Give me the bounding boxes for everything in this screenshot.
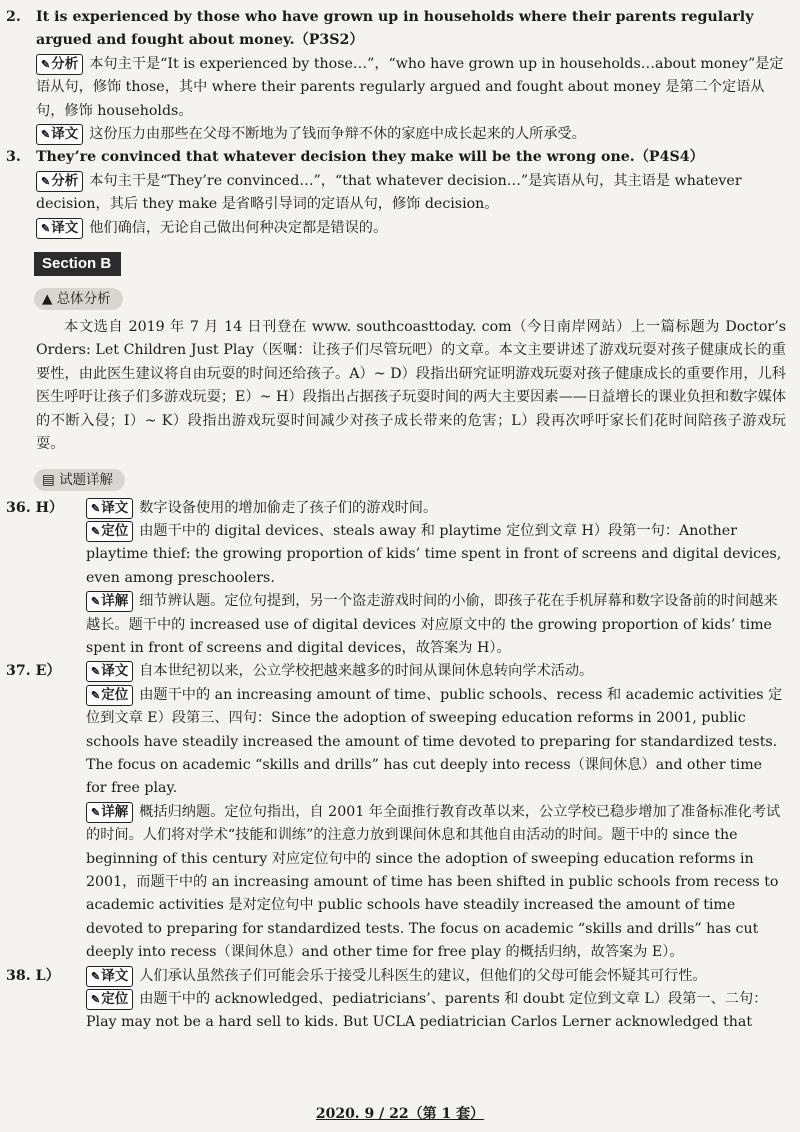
translation-tag: ✎译文: [36, 124, 83, 145]
detail-tag: ✎详解: [86, 802, 133, 823]
translation-block: ✎译文 数字设备使用的增加偷走了孩子们的游戏时间。: [86, 497, 786, 520]
pen-icon: ✎: [91, 524, 101, 538]
translation-tag: ✎译文: [36, 218, 83, 239]
detail-block: ✎详解 概括归纳题。定位句指出，自 2001 年全面推行教育改革以来，公立学校已稳步增加了准备标准化考试的时间。人们将对学术“技能和训练”的注意力放到课间休息和其他自由活动的时间。题干中的 since the beginning of this century 对应定位句中的 since the adoption of sweeping education reforms in 2001，而题干中的 an increasing amount of time has been shifted in public schools from recess to academic activities 是对定位句中 public schools have steadily increased the amount of time devoted to preparing for standardized tests. The focus on academic “skills and drills” has cut deeply into recess（课间休息）and other time for free play 的概括归纳，故答案为 E）。: [86, 803, 781, 961]
translation-tag: ✎译文: [86, 498, 133, 519]
answer-number: 37. E）: [6, 663, 61, 680]
pen-icon: ✎: [91, 665, 101, 679]
translation-block: [36, 123, 786, 146]
pen-icon: ✎: [41, 57, 51, 71]
pen-icon: ✎: [91, 688, 101, 702]
book-icon: ▤: [42, 471, 55, 488]
pen-icon: ✎: [41, 128, 51, 142]
analysis-tag: ✎分析: [36, 54, 83, 75]
overview-label: ▲ 总体分析: [34, 288, 123, 310]
answer-item-38: [6, 965, 786, 1035]
pen-icon: ✎: [91, 501, 101, 515]
overview-paragraph: 本文选自 2019 年 7 月 14 日刊登在 www. southcoasttoday. com（今日南岸网站）上一篇标题为 Doctor’s Orders: Let Children Just Play（医嘱：让孩子们尽管玩吧）的文章。本文主要讲述了游戏玩耍对孩子健康成长的重要性，由此医生建议将自由玩耍的时间还给孩子。A）~ D）段指出研究证明游戏玩耍对孩子健康成长的重要作用，儿科医生呼吁让孩子们多游戏玩耍；E）~ H）段指出占据孩子玩耍时间的两大主要因素——日益增长的课业负担和数字媒体的不断入侵；I）~ K）段指出游戏玩耍时间减少对孩子成长带来的危害；L）段再次呼吁家长们花时间陪孩子游戏玩耍。: [36, 319, 786, 453]
pen-icon: ✎: [91, 805, 101, 819]
page-footer: 2020. 9 / 22（第 1 套）: [315, 1105, 485, 1122]
translation-tag: ✎译文: [86, 661, 133, 682]
item-number: 2.: [6, 9, 21, 25]
item-sentence: It is experienced by those who have grown up in households where their parents regularly argued and fought about money.（P3S2）: [36, 9, 754, 49]
pen-icon: ✎: [91, 595, 101, 609]
answer-number: 38. L）: [6, 967, 60, 984]
translation-text: 他们确信，无论自己做出何种决定都是错误的。: [89, 219, 388, 236]
detail-block: ✎详解 细节辨认题。定位句提到，另一个盗走游戏时间的小偷，即孩子花在手机屏幕和数字设备前的时间越来越长。题干中的 increased use of digital devices 对应原文中的 the growing proportion of kids’ time spent in front of screens and digital devices，故答案为 H）。: [86, 593, 778, 656]
answer-item-36: [6, 497, 786, 661]
locate-tag: ✎定位: [86, 685, 133, 706]
translation-tag: ✎译文: [86, 966, 133, 987]
analysis-text: 本句主干是“They’re convinced…”，“that whatever decision…”是宾语从句，其主语是 whatever decision，其后 they make 是省略引导词的定语从句，修饰 decision。: [36, 172, 742, 213]
translation-block: ✎译文 人们承认虽然孩子们可能会乐于接受儿科医生的建议，但他们的父母可能会怀疑其可行性。: [86, 965, 786, 988]
detail-label: ▤ 试题详解: [34, 469, 125, 491]
locate-block: ✎定位 由题干中的 acknowledged、pediatricians’、parents 和 doubt 定位到文章 L）段第一、二句：Play may not be a hard sell to kids. But UCLA pediatrician Carlos Lerner acknowledged that: [86, 991, 768, 1031]
pen-icon: ✎: [91, 969, 101, 983]
analysis-block: [36, 53, 786, 123]
answer-item-37: [6, 660, 786, 964]
translation-block: ✎译文 自本世纪初以来，公立学校把越来越多的时间从课间休息转向学术活动。: [86, 660, 786, 683]
translation-text: 这份压力由那些在父母不断地为了钱而争辩不休的家庭中成长起来的人所承受。: [89, 126, 586, 143]
item-number: 3.: [6, 149, 21, 166]
locate-tag: ✎定位: [86, 989, 133, 1010]
analysis-tag: ✎分析: [36, 171, 83, 192]
locate-block: ✎定位 由题干中的 digital devices、steals away 和 playtime 定位到文章 H）段第一句：Another playtime thief: the growing proportion of kids’ time spent in front of screens and digital devices, even among preschoolers.: [86, 522, 782, 586]
detail-tag: ✎详解: [86, 591, 133, 612]
section-heading: Section B: [34, 252, 121, 276]
locate-tag: ✎定位: [86, 521, 133, 542]
sentence-item-3: [6, 146, 786, 240]
pen-icon: ✎: [41, 174, 51, 188]
mountain-icon: ▲: [42, 291, 53, 308]
item-sentence: They’re convinced that whatever decision they make will be the wrong one.（P4S4）: [36, 149, 704, 166]
pen-icon: ✎: [91, 993, 101, 1007]
pen-icon: ✎: [41, 221, 51, 235]
analysis-block: [36, 170, 786, 217]
translation-block: [36, 217, 786, 240]
locate-block: ✎定位 由题干中的 an increasing amount of time、public schools、recess 和 academic activities 定位到文章 E）段第三、四句：Since the adoption of sweeping education reforms in 2001, public schools have steadily increased the amount of time devoted to preparing for standardized tests. The focus on academic “skills and drills” has cut deeply into recess（课间休息）and other time for free play.: [86, 686, 783, 797]
analysis-text: 本句主干是“It is experienced by those…”，“who have grown up in households…about money”是定语从句，修饰 those，其中 where their parents regularly argued and fought about money 是第二个定语从句，修饰 households。: [36, 55, 784, 119]
sentence-item-2: [6, 6, 786, 146]
answer-number: 36. H）: [6, 499, 64, 516]
